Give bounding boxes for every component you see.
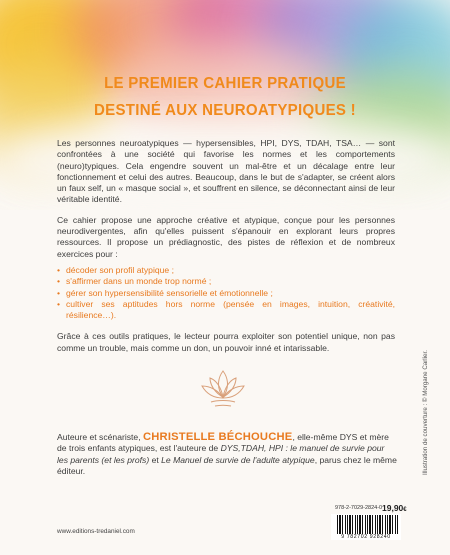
headline-line-1: LE PREMIER CAHIER PRATIQUE <box>104 75 346 92</box>
barcode <box>331 514 401 540</box>
barcode-bars <box>337 515 399 534</box>
headline <box>14 70 437 124</box>
list-item: • décoder son profil atypique ; <box>57 265 395 276</box>
exercise-list <box>57 265 395 321</box>
paragraph-conclusion: Grâce à ces outils pratiques, le lecteur pourra exploiter son potentiel unique, non pas comme un trouble, mais comme un don, un pouvoir inné et intarissable. <box>57 331 395 353</box>
book-title: DYS,TDAH, HPI : le manuel de survie pour les parents (et les profs) <box>57 443 385 465</box>
author-name: CHRISTELLE BÉCHOUCHE <box>142 431 293 443</box>
headline-line-2: DESTINÉ AUX NEUROATYPIQUES ! <box>94 102 356 119</box>
illustration-credit: Illustration de couverture : © Morgane Carlier. <box>422 350 429 475</box>
price: 19,90€ <box>382 503 407 513</box>
list-item: • s'affirmer dans un monde trop normé ; <box>57 276 395 287</box>
list-item: • gérer son hypersensibilité sensorielle et émotionnelle ; <box>57 288 395 299</box>
list-item: • cultiver ses aptitudes hors norme (pensée en images, intuition, créativité, résilience…). <box>57 299 395 322</box>
paragraph-intro: Les personnes neuroatypiques — hypersensibles, HPI, DYS, TDAH, TSA… — sont confrontées à une société qui favorise les normes et les comportements (neuro)typiques. Cela engendre souvent un mal-être et un décalage entre leur fonctionnement et celui des autres. Beaucoup, dans le but de s'adapter, se créent alors un faux self, un « masque social », et souffrent en silence, se déconnectant ainsi de leur véritable identité. <box>57 138 395 205</box>
description-body <box>57 138 395 363</box>
author-bio: Auteure et scénariste, CHRISTELLE BÉCHOUCHE, elle-même DYS et mère de trois enfants atypiques, est l'auteure de DYS,TDAH, HPI : le manuel de survie pour les parents (et les profs) et Le Manuel de survie de l'adulte atypique, parus chez le même éditeur. <box>57 431 397 476</box>
book-title: Le Manuel de survie de l'adulte atypique <box>161 454 315 465</box>
paragraph-approach: Ce cahier propose une approche créative et atypique, conçue pour les personnes neurodivergentes, afin qu'elles puissent s'épanouir en explorant leurs propres ressources. Il propose un prédiagnostic, des pistes de réflexion et de nombreux exercices pour : <box>57 214 395 259</box>
isbn-number: 978-2-7029-2824-0 <box>335 505 383 511</box>
barcode-digits: 9 782702 928240 <box>341 534 391 540</box>
lotus-icon <box>198 367 248 413</box>
publisher-website: www.editions-tredaniel.com <box>57 528 135 535</box>
